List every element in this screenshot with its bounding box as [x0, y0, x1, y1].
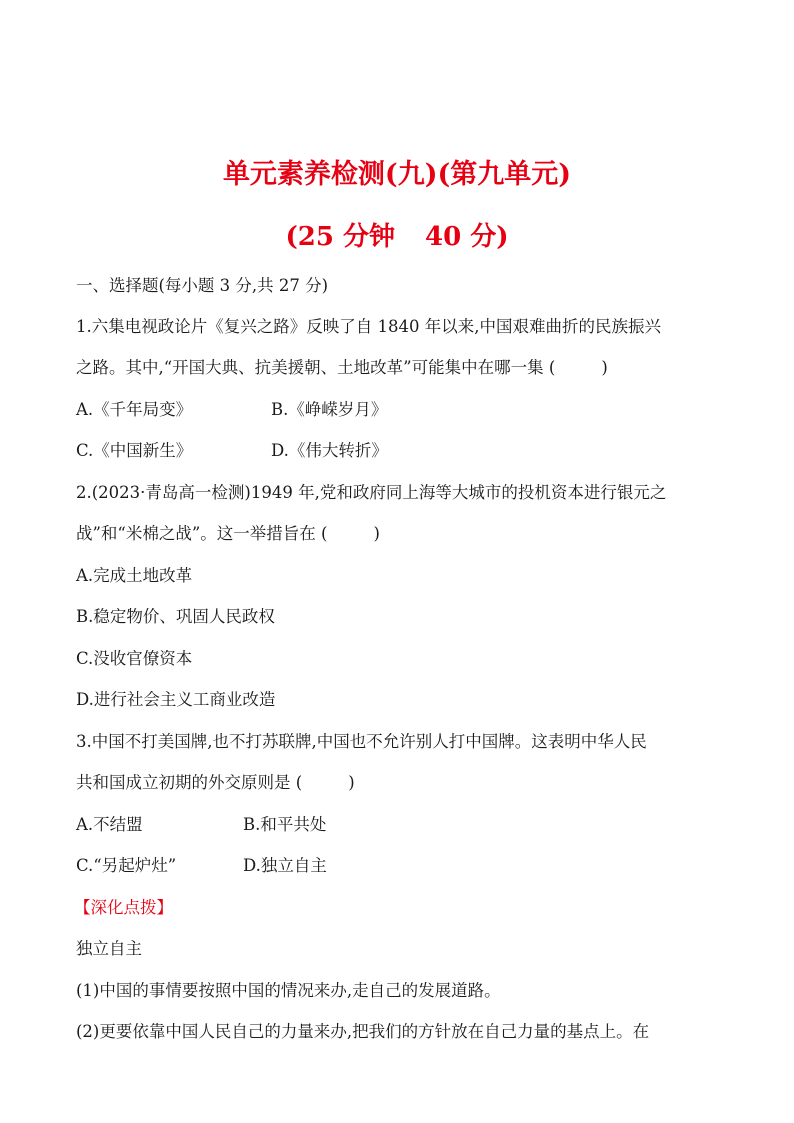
q3-stem-text: 共和国成立初期的外交原则是 (: [76, 773, 303, 792]
q1-option-a: A.《千年局变》: [76, 400, 193, 419]
q1-paren-close: ): [601, 358, 608, 377]
page-subtitle: [0, 216, 794, 253]
q3-option-c: C.“另起炉灶”: [76, 856, 177, 875]
tip-label: 【深化点拨】: [74, 898, 173, 917]
tip-heading: 独立自主: [76, 939, 142, 958]
q2-option-a: A.完成土地改革: [76, 566, 193, 585]
q3-stem-line1: 3.中国不打美国牌,也不打苏联牌,中国也不允许别人打中国牌。这表明中华人民: [76, 732, 647, 751]
q1-option-b: B.《峥嵘岁月》: [271, 400, 388, 419]
total-score: 40 分): [425, 222, 509, 252]
q2-stem-line1: 2.(2023·青岛高一检测)1949 年,党和政府同上海等大城市的投机资本进行银元之: [76, 483, 667, 502]
q2-option-b: B.稳定物价、巩固人民政权: [76, 607, 275, 626]
q1-stem-line2: [76, 356, 608, 380]
q1-option-d: D.《伟大转折》: [271, 441, 388, 460]
section-heading: 一、选择题(每小题 3 分,共 27 分): [76, 276, 329, 295]
q3-option-b: B.和平共处: [243, 815, 327, 834]
q2-option-c: C.没收官僚资本: [76, 649, 193, 668]
page-title: 单元素养检测(九)(第九单元): [222, 159, 572, 190]
q3-option-d: D.独立自主: [243, 856, 327, 875]
q2-stem-line2: [76, 522, 380, 546]
q1-option-c: C.《中国新生》: [76, 441, 193, 460]
q2-option-d: D.进行社会主义工商业改造: [76, 690, 276, 709]
q3-option-a: A.不结盟: [76, 815, 143, 834]
q1-stem-line1: 1.六集电视政论片《复兴之路》反映了自 1840 年以来,中国艰难曲折的民族振兴: [76, 317, 661, 336]
q1-stem-text: 之路。其中,“开国大典、抗美援朝、土地改革”可能集中在哪一集 (: [76, 358, 556, 377]
tip-paragraph-1: (1)中国的事情要按照中国的情况来办,走自己的发展道路。: [76, 981, 501, 1000]
tip-paragraph-2: (2)更要依靠中国人民自己的力量来办,把我们的方针放在自己力量的基点上。在: [76, 1022, 650, 1041]
q3-stem-line2: [76, 771, 355, 795]
time-limit: (25 分钟: [285, 222, 395, 252]
q2-paren-close: ): [373, 524, 380, 543]
q3-paren-close: ): [348, 773, 355, 792]
q2-stem-text: 战”和“米棉之战”。这一举措旨在 (: [76, 524, 328, 543]
